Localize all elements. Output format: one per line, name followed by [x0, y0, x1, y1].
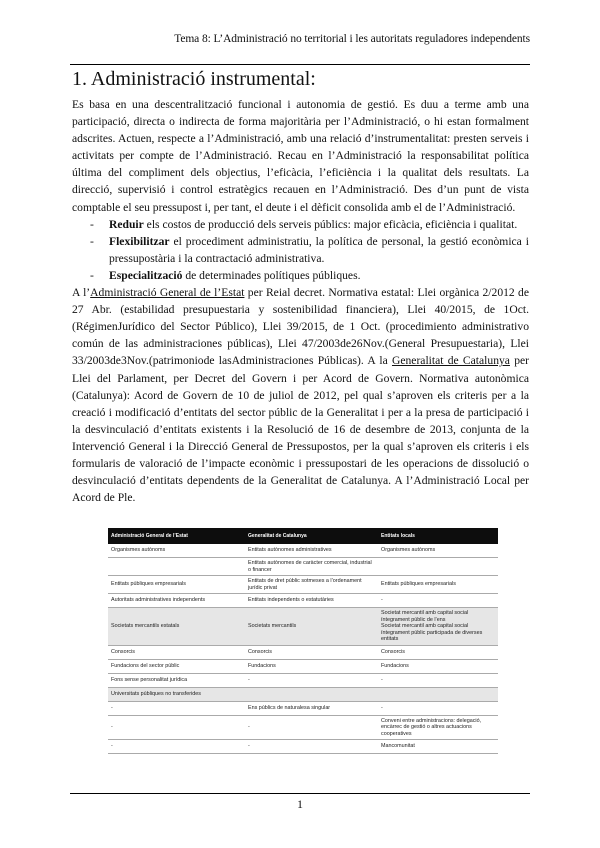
list-item	[72, 233, 529, 267]
table-cell	[108, 558, 245, 576]
table-cell: Entitats públiques empresarials	[378, 576, 498, 594]
bullet-dash: -	[90, 234, 94, 248]
objectives-list	[72, 216, 529, 284]
table-cell: -	[108, 715, 245, 740]
list-item-term: Flexibilitzar	[109, 234, 170, 248]
table-row	[108, 687, 498, 701]
table-row	[108, 594, 498, 608]
table-row	[108, 544, 498, 558]
table-cell: Fundacions del sector públic	[108, 659, 245, 673]
table-header-row	[108, 528, 498, 544]
underlined-term-generalitat: Generalitat de Catalunya	[391, 354, 510, 368]
list-item	[72, 216, 529, 233]
table-cell: -	[108, 740, 245, 754]
underlined-term-age: Administració General de l’Estat	[90, 286, 245, 300]
table-row	[108, 715, 498, 740]
table-cell: -	[378, 673, 498, 687]
table-cell: Mancomunitat	[378, 740, 498, 754]
list-item-term: Reduir	[109, 217, 144, 231]
list-item	[72, 267, 529, 284]
table-cell: Autoritats administratives independents	[108, 594, 245, 608]
table-cell: Consorcis	[378, 645, 498, 659]
table-cell: Universitats públiques no transferides	[108, 687, 245, 701]
list-item-text: de determinades polítiques públiques.	[182, 268, 361, 282]
table-cell: Fundacions	[378, 659, 498, 673]
table-cell: Entitats autònomes administratives	[245, 544, 378, 558]
table-cell: Ens públics de naturalesa singular	[245, 701, 378, 715]
section-title: 1. Administració instrumental:	[72, 68, 316, 90]
table-cell: Entitats independents o estatutàries	[245, 594, 378, 608]
text-run: per Llei del Parlament, per Decret del Govern i per Acord de Govern. Normativa autonòmica (Catalunya): Acord de Govern de 10 de juliol de 2012, pel qual s’aproven els criteris per a la creació i modificació d’entitats del sector públic de la Generalitat i per a la presa de participació i la desvinculació d’entitats existents i la Resolució de 16 de desembre de 2013, conjunta de la Intervenció General i la Direcció General de Pressupostos, per la qual s’aproven els criteris i els formularis de valoració de l’impacte econòmic i pressupostari de les operacions de dissolució o desvinculació d’entitats dependents de la Generalitat de Catalunya. A l’Administració Local per Acord de Ple.	[72, 354, 529, 505]
table-cell: Entitats autònomes de caràcter comercial, industrial o financer	[245, 558, 378, 576]
table-cell: -	[245, 673, 378, 687]
table-cell	[245, 687, 378, 701]
bullet-dash: -	[90, 268, 94, 282]
table-row	[108, 558, 498, 576]
body-text	[72, 96, 529, 506]
regulation-paragraph	[72, 284, 529, 506]
table-cell: Consorcis	[245, 645, 378, 659]
text-run: A l’	[72, 286, 91, 300]
table-cell: Consorcis	[108, 645, 245, 659]
list-item-term: Especialització	[109, 268, 183, 282]
table-row	[108, 645, 498, 659]
entities-table-wrapper	[108, 528, 498, 754]
table-row	[108, 659, 498, 673]
text-run: per Reial decret. Normativa estatal: Llei orgànica 2/2012 de 27 Abr. (estabilidad presupuestaria y sostenibilidad financiera), Llei 40/2015, de 1Oct. (RégimenJurídico del Sector Público), Llei 39/2015, de 1 Oct. (procedimiento administrativo común de las administraciones públicas), Llei 47/2003de26Nov.(General Presupuestaria), Llei 33/2003de3Nov.(patrimoniode lasAdministraciones Públicas). A la	[72, 286, 530, 368]
table-row	[108, 576, 498, 594]
footer-divider	[70, 793, 530, 794]
list-item-text: el procediment administratiu, la política de personal, la gestió econòmica i pressupostària i la contractació administrativa.	[109, 234, 529, 265]
entities-table	[108, 528, 498, 754]
intro-paragraph: Es basa en una descentralització funcional i autonomia de gestió. Es duu a terme amb una participació, directa o indirecta de forma majoritària per l’Administració, o hi estan formalment adscrites. Actuen, respecte a l’Administració, amb una relació d’instrumentalitat: presten serveis i activitats per compte de l’Administració. Recau en l’Administració la responsabilitat política última del compliment dels objectius, l’eficàcia, l’eficiència i la qualitat dels resultats. La direcció, supervisió i control estratègics recauen en l’Administració. Des d’un punt de vista comptable el seu pressupost i, per tant, el deute i el dèficit consolida amb el de l’Administració.	[72, 98, 529, 214]
table-cell: Entitats públiques empresarials	[108, 576, 245, 594]
list-item-text: els costos de producció dels serveis públics: major eficàcia, eficiència i qualitat.	[143, 217, 518, 231]
table-cell: Fundacions	[245, 659, 378, 673]
table-row	[108, 701, 498, 715]
table-cell: Organismes autònoms	[108, 544, 245, 558]
table-cell	[378, 687, 498, 701]
bullet-dash: -	[90, 217, 94, 231]
table-cell: Societat mercantil amb capital social íntegrament públic de l’ens Societat mercantil amb capital social íntegrament públic participada de diverses entitats	[378, 608, 498, 646]
table-row	[108, 673, 498, 687]
page-number: 1	[297, 797, 303, 811]
table-cell: -	[108, 701, 245, 715]
table-cell: Societats mercantils estatals	[108, 608, 245, 646]
running-header: Tema 8: L’Administració no territorial i les autoritats reguladores independents	[174, 33, 530, 45]
table-cell: -	[245, 715, 378, 740]
column-header: Generalitat de Catalunya	[245, 528, 378, 544]
table-cell: Societats mercantils	[245, 608, 378, 646]
table-cell: Fons sense personalitat jurídica	[108, 673, 245, 687]
table-row	[108, 608, 498, 646]
table-cell: Conveni entre administracions: delegació, encàrrec de gestió o altres actuacions cooperatives	[378, 715, 498, 740]
header-divider	[70, 64, 530, 65]
column-header: Administració General de l’Estat	[108, 528, 245, 544]
table-cell: Entitats de dret públic sotmeses a l’ordenament jurídic privat	[245, 576, 378, 594]
table-cell: -	[245, 740, 378, 754]
table-cell: -	[378, 701, 498, 715]
table-cell: Organismes autònoms	[378, 544, 498, 558]
column-header: Entitats locals	[378, 528, 498, 544]
table-cell	[378, 558, 498, 576]
table-row	[108, 740, 498, 754]
table-cell: -	[378, 594, 498, 608]
